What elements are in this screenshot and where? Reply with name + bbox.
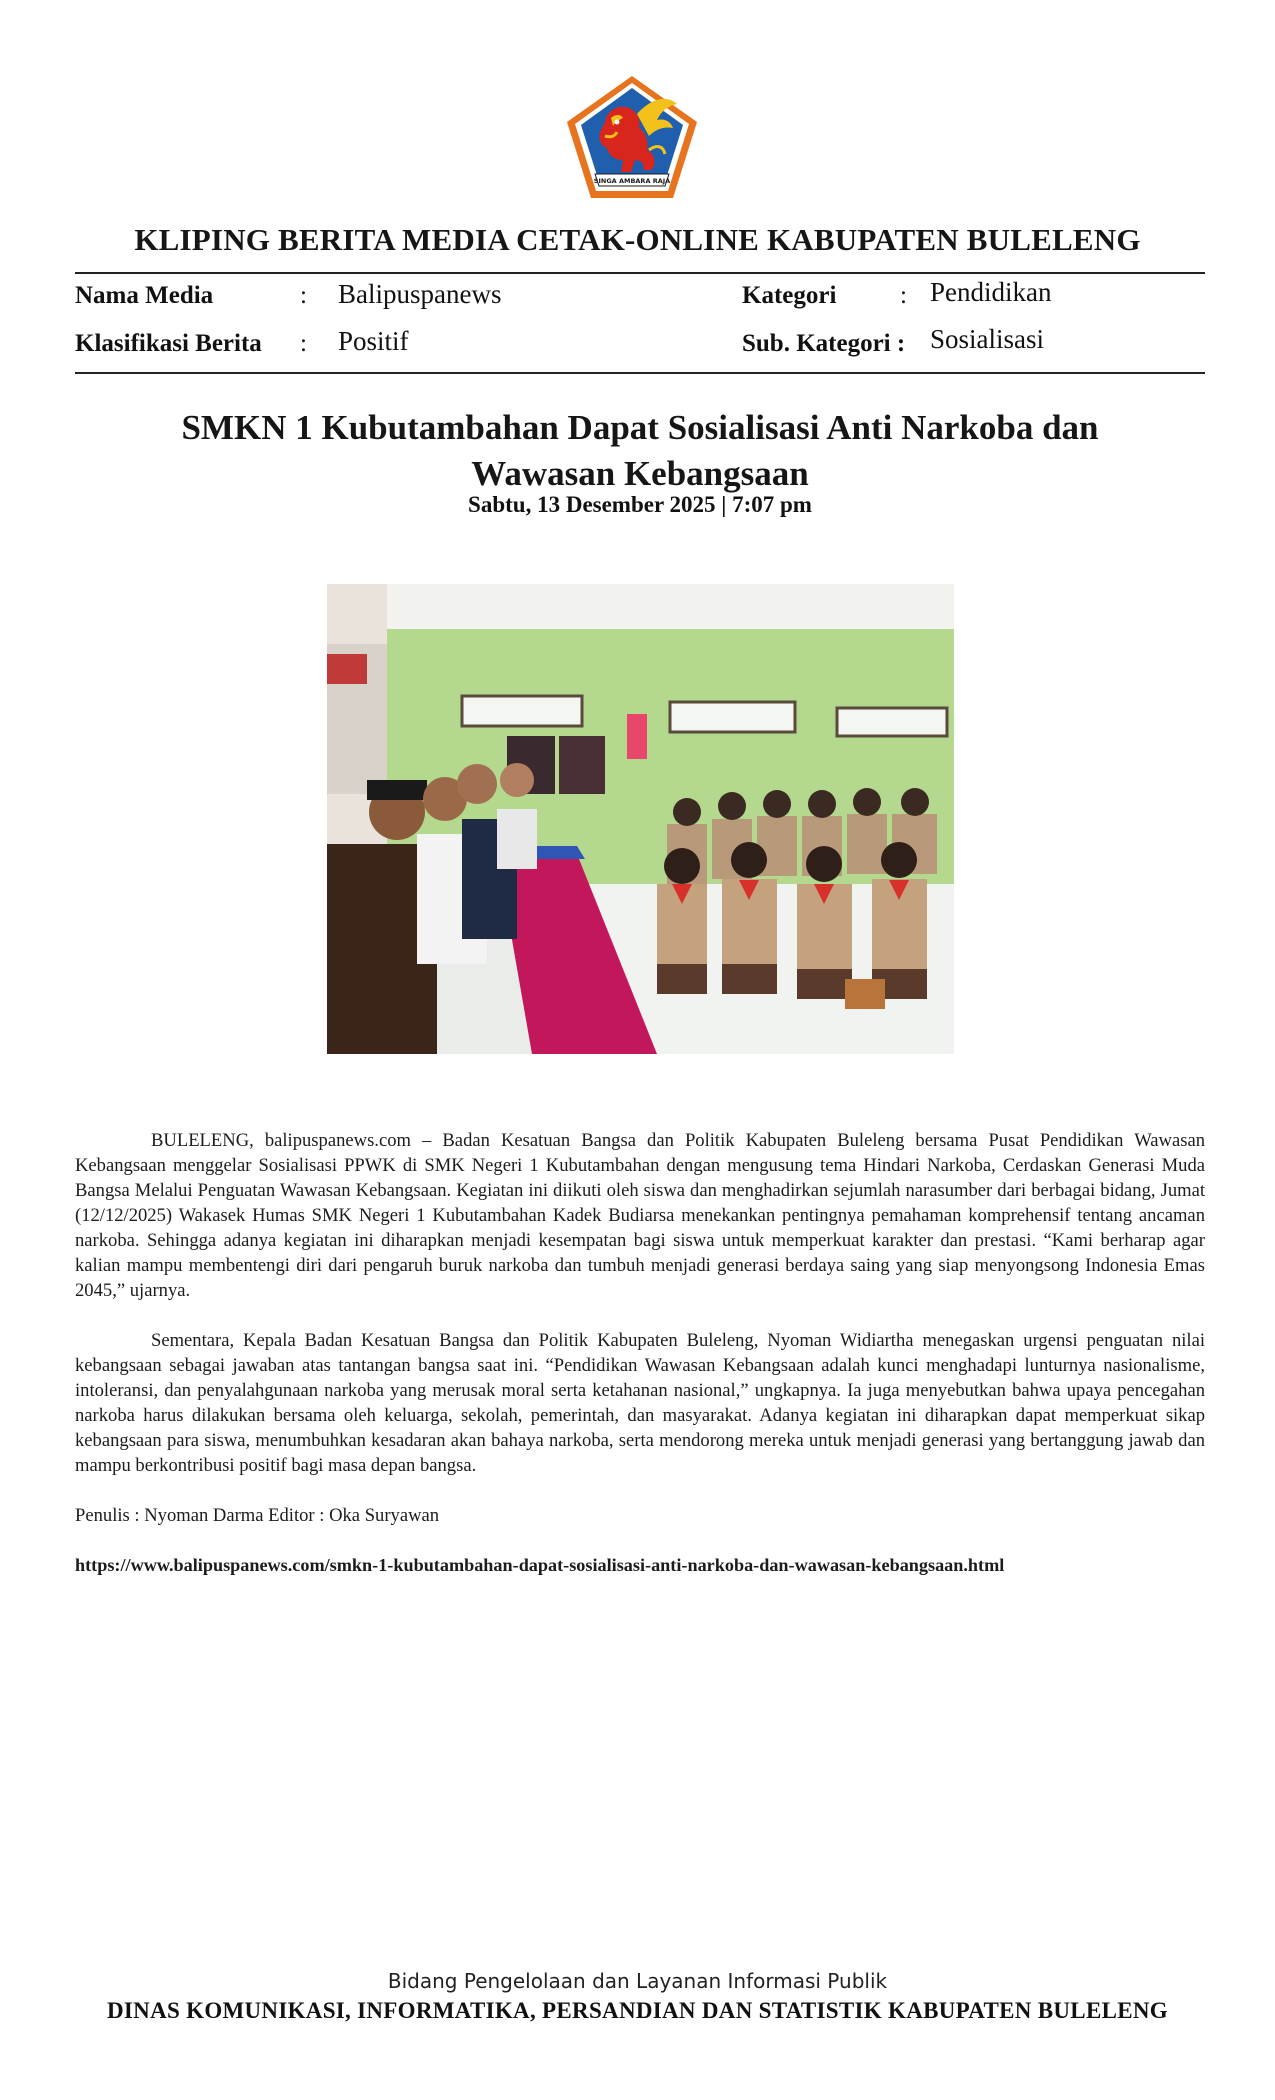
classification-label: Klasifikasi Berita: [75, 330, 262, 357]
article-credits: Penulis : Nyoman Darma Editor : Oka Suryawan: [75, 1505, 440, 1526]
category-label: Kategori: [742, 282, 837, 309]
article-dateline: Sabtu, 13 Desember 2025 | 7:07 pm: [468, 492, 812, 517]
article-headline: SMKN 1 Kubutambahan Dapat Sosialisasi Anti Narkoba dan Wawasan Kebangsaan: [181, 408, 1099, 493]
article-body: [75, 1128, 1205, 1603]
header-divider-top: [75, 272, 1205, 274]
footer-agency: DINAS KOMUNIKASI, INFORMATIKA, PERSANDIAN DAN STATISTIK KABUPATEN BULELENG: [107, 1998, 1168, 2023]
media-name-value: Balipuspanews: [338, 279, 502, 309]
category-colon: :: [900, 282, 907, 309]
logo-ribbon-text: SINGA AMBARA RAJA: [593, 177, 671, 185]
article-source-link[interactable]: https://www.balipuspanews.com/smkn-1-kubutambahan-dapat-sosialisasi-anti-narkoba-dan-wawasan-kebangsaan.html: [75, 1555, 1005, 1575]
event-photo-icon: [327, 584, 954, 1054]
article-paragraph: Sementara, Kepala Badan Kesatuan Bangsa dan Politik Kabupaten Buleleng, Nyoman Widiartha menegaskan urgensi penguatan nilai kebangsaan sebagai jawaban atas tantangan bangsa saat ini. “Pendidikan Wawasan Kebangsaan adalah kunci menghadapi lunturnya nasionalisme, intoleransi, dan penyalahgunaan narkoba yang merusak moral serta ketahanan nasional,” ungkapnya. Ia juga menyebutkan bahwa upaya pencegahan narkoba harus dilakukan bersama oleh keluarga, sekolah, pemerintah, dan masyarakat. Adanya kegiatan ini diharapkan dapat memperkuat sikap kebangsaan para siswa, menumbuhkan kesadaran akan bahaya narkoba, serta mendorong mereka untuk menjadi generasi yang bertanggung jawab dan mampu berkontribusi positif bagi masa depan bangsa.: [75, 1330, 1205, 1476]
category-value: Pendidikan: [930, 277, 1052, 307]
singa-ambara-raja-emblem-icon: [565, 74, 699, 200]
footer-division: Bidang Pengelolaan dan Layanan Informasi Publik: [387, 1969, 888, 1993]
classification-colon: :: [300, 330, 307, 357]
media-name-colon: :: [300, 282, 307, 309]
media-name-label: Nama Media: [75, 282, 214, 309]
subcategory-value: Sosialisasi: [930, 324, 1045, 354]
subcategory-label: Sub. Kategori :: [742, 330, 906, 357]
document-title: KLIPING BERITA MEDIA CETAK-ONLINE KABUPATEN BULELENG: [134, 222, 1141, 257]
header-divider-bottom: [75, 372, 1205, 374]
classification-value: Positif: [338, 326, 409, 356]
article-paragraph: BULELENG, balipuspanews.com – Badan Kesatuan Bangsa dan Politik Kabupaten Buleleng bersama Pusat Pendidikan Wawasan Kebangsaan menggelar Sosialisasi PPWK di SMK Negeri 1 Kubutambahan dengan mengusung tema Hindari Narkoba, Cerdaskan Generasi Muda Bangsa Melalui Penguatan Wawasan Kebangsaan. Kegiatan ini diikuti oleh siswa dan menghadirkan sejumlah narasumber dari berbagai bidang, Jumat (12/12/2025) Wakasek Humas SMK Negeri 1 Kubutambahan Kadek Budiarsa menekankan pentingnya pemahaman komprehensif tentang ancaman narkoba. Sehingga adanya kegiatan ini diharapkan menjadi kesempatan bagi siswa untuk memperkuat karakter dan prestasi. “Kami berharap agar kalian mampu membentengi diri dari pengaruh buruk narkoba dan tumbuh menjadi generasi berdaya saing yang siap menyongsong Indonesia Emas 2045,” ujarnya.: [75, 1130, 1205, 1301]
